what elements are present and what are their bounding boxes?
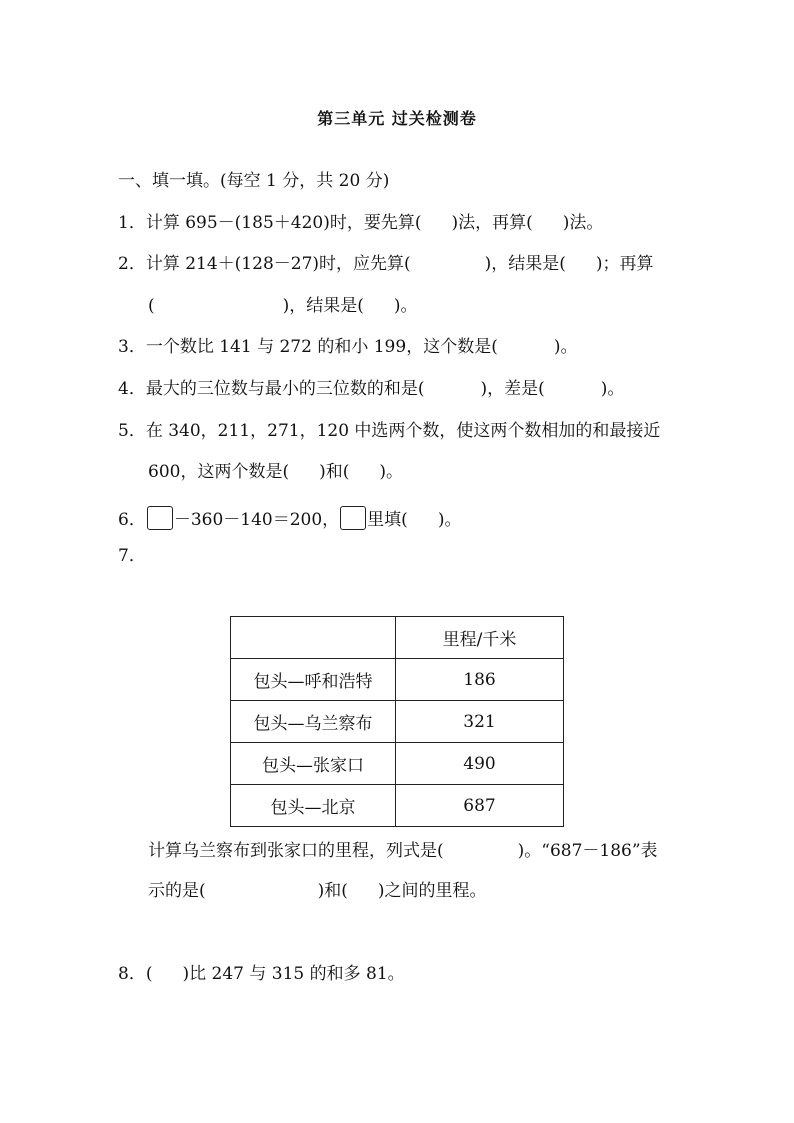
route-cell: 包头—呼和浩特 — [231, 659, 396, 701]
table-header-cell — [231, 617, 396, 659]
question-number: 1． — [118, 213, 146, 233]
question-6: 6． －360－140＝200， 里填( )。 — [118, 506, 461, 531]
question-4: 4．最大的三位数与最小的三位数的和是( )，差是( )。 — [118, 379, 625, 399]
question-number: 8． — [118, 964, 146, 984]
page-title: 第三单元 过关检测卷 — [317, 109, 477, 128]
route-cell: 包头—乌兰察布 — [231, 701, 396, 743]
question-2: 2．计算 214＋(128－27)时，应先算( )，结果是( )；再算 — [118, 254, 654, 274]
question-1: 1．计算 695－(185＋420)时，要先算( )法，再算( )法。 — [118, 213, 604, 233]
question-number: 3． — [118, 337, 146, 357]
distance-cell: 687 — [396, 785, 564, 827]
question-8: 8．( )比 247 与 315 的和多 81。 — [118, 964, 405, 984]
route-cell: 包头—北京 — [231, 785, 396, 827]
question-number: 2． — [118, 254, 146, 274]
question-5: 5．在 340，211，271，120 中选两个数，使这两个数相加的和最接近 — [118, 421, 661, 441]
question-number: 6． — [118, 510, 146, 530]
question-3: 3．一个数比 141 与 272 的和小 199，这个数是( )。 — [118, 337, 578, 357]
question-number: 4． — [118, 379, 146, 399]
question-number: 5． — [118, 421, 146, 441]
mileage-table — [230, 616, 564, 827]
table-header-row — [231, 617, 564, 659]
question-7-text-cont: 示的是( )和( )之间的里程。 — [148, 881, 487, 901]
table-header-cell: 里程/千米 — [396, 617, 564, 659]
question-7 — [118, 545, 146, 567]
question-5-cont: 600，这两个数是( )和( )。 — [148, 462, 403, 482]
question-2-cont: ( )，结果是( )。 — [148, 296, 418, 316]
question-number: 7． — [118, 546, 146, 566]
distance-cell: 321 — [396, 701, 564, 743]
fill-box[interactable] — [340, 506, 366, 530]
table-row — [231, 785, 564, 827]
distance-cell: 490 — [396, 743, 564, 785]
fill-box[interactable] — [147, 506, 173, 530]
table-row — [231, 659, 564, 701]
route-cell: 包头—张家口 — [231, 743, 396, 785]
question-7-text: 计算乌兰察布到张家口的里程，列式是( )。“687－186”表 — [148, 841, 658, 861]
table-row — [231, 743, 564, 785]
table-row — [231, 701, 564, 743]
section-heading: 一、填一填。(每空 1 分，共 20 分) — [118, 171, 390, 191]
distance-cell: 186 — [396, 659, 564, 701]
